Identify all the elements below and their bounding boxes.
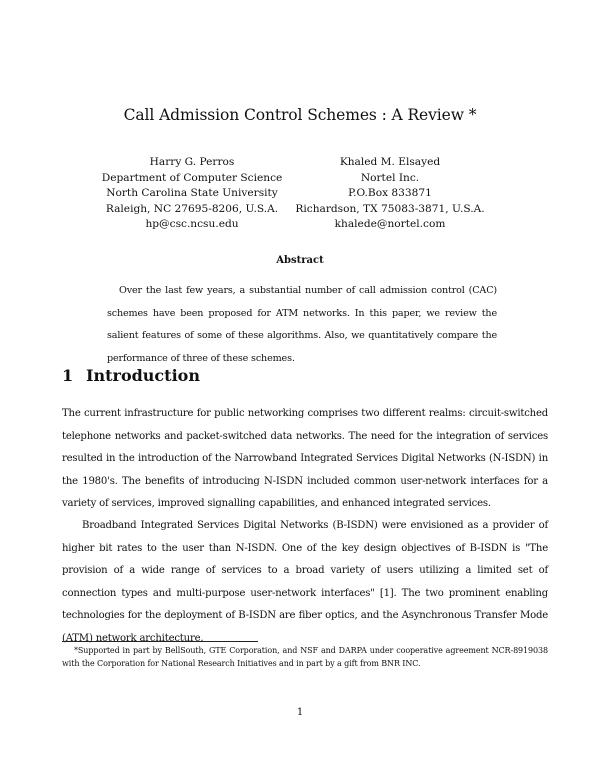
body-paragraph: The current infrastructure for public networking comprises two different realms: circuit-switched telephone networks and packet-switched data networks. The need for the integration of services resulted in the introduction of the Narrowband Integrated Services Digital Networks (N-ISDN) in the 1980's. The benefits of introducing N-ISDN included common user-network interfaces for a variety of services, improved signalling capabilities, and enhanced integrated services. bbox=[62, 408, 548, 510]
author-address: Raleigh, NC 27695-8206, U.S.A. bbox=[105, 202, 279, 215]
body-paragraph: Broadband Integrated Services Digital Networks (B-ISDN) were envisioned as a provider of higher bit rates to the user than N-ISDN. One of the key design objectives of B-ISDN is "The provision of a wide range of services to a broad variety of users utilizing a limited set of connection types and multi-purpose user-network interfaces" [1]. The two prominent enabling technologies for the deployment of B-ISDN are fiber optics, and the Asynchronous Transfer Mode (ATM) network architecture. bbox=[62, 520, 548, 644]
author-institution: P.O.Box 833871 bbox=[348, 187, 432, 200]
abstract-heading: Abstract bbox=[276, 255, 324, 266]
author-email: khalede@nortel.com bbox=[334, 218, 446, 231]
author-affiliation: Nortel Inc. bbox=[360, 171, 420, 184]
footnote: *Supported in part by BellSouth, GTE Corporation, and NSF and DARPA under cooperative agreement NCR-8919038 with the Corporation for National Research Initiatives and in part by a gift from BNR INC. bbox=[62, 646, 548, 668]
author-name: Khaled M. Elsayed bbox=[339, 156, 441, 168]
author-address: Richardson, TX 75083-3871, U.S.A. bbox=[295, 202, 485, 215]
footnote-divider bbox=[62, 641, 258, 642]
abstract-text: Over the last few years, a substantial number of call admission control (CAC) schemes have been proposed for ATM networks. In this paper, we review the salient features of some of these algorithms. Also, we quantitatively compare the performance of three of these schemes. bbox=[107, 285, 497, 364]
author-block-perros bbox=[92, 155, 292, 233]
author-name: Harry G. Perros bbox=[149, 156, 235, 168]
author-affiliation: Department of Computer Science bbox=[101, 171, 283, 184]
section-title: Introduction bbox=[86, 366, 200, 385]
page-number: 1 bbox=[296, 707, 304, 718]
author-institution: North Carolina State University bbox=[106, 187, 278, 200]
section-heading-introduction bbox=[62, 366, 200, 385]
section-number: 1 bbox=[62, 366, 74, 385]
paper-title: Call Admission Control Schemes : A Review * bbox=[123, 106, 477, 124]
author-block-elsayed bbox=[290, 155, 490, 233]
author-email: hp@csc.ncsu.edu bbox=[145, 218, 239, 231]
